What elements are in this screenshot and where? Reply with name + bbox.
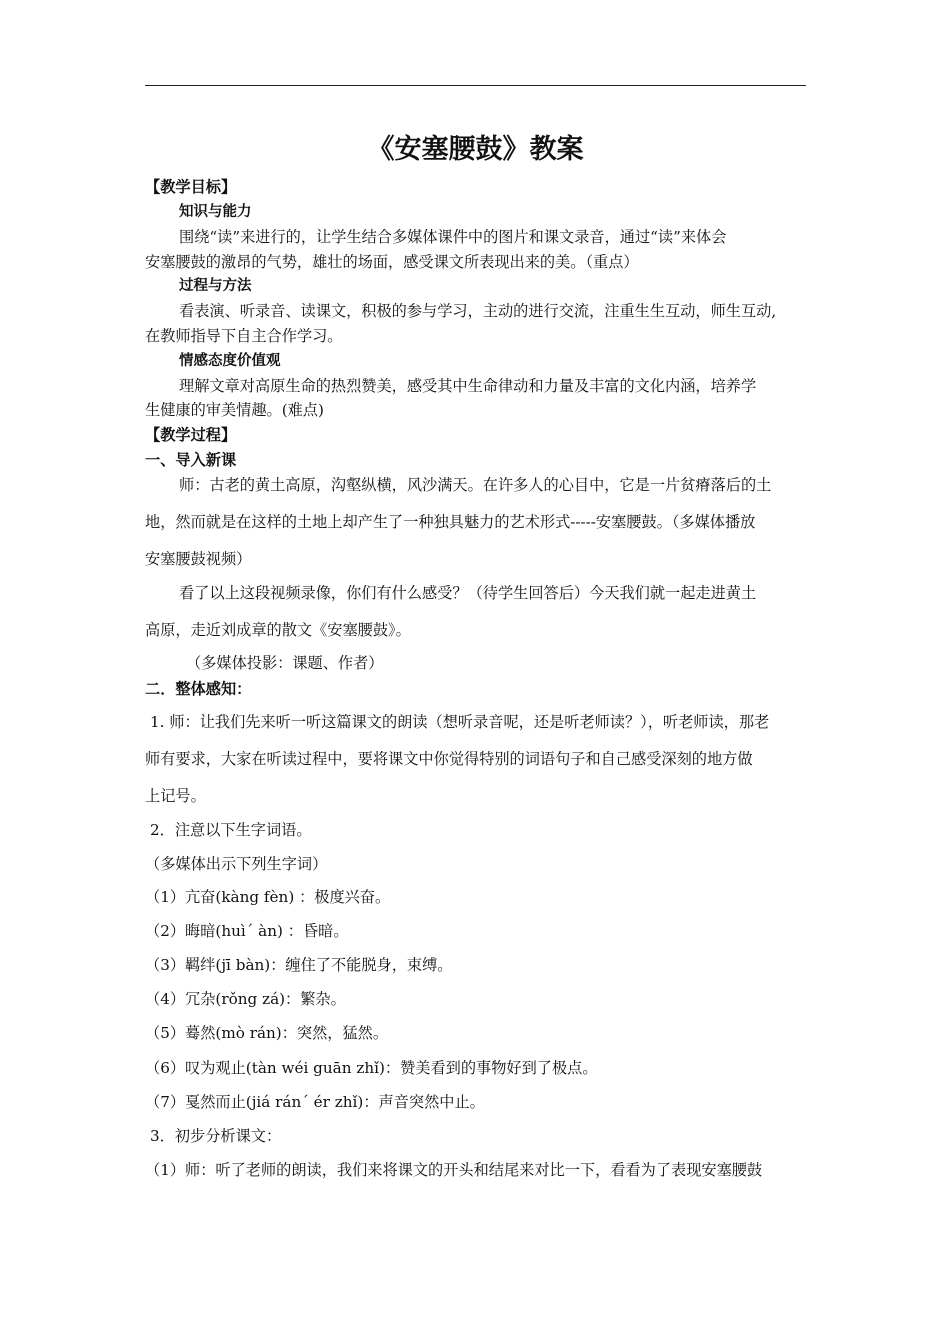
section-heading-intro: 一、导入新课 — [145, 451, 237, 469]
paragraph-line: 1. 师：让我们先来听一听这篇课文的朗读（想听录音呢，还是听老师读？），听老师读，那老 — [150, 713, 770, 731]
header-rule — [145, 85, 806, 86]
paragraph-line: 高原，走近刘成章的散文《安塞腰鼓》。 — [145, 621, 411, 639]
section-heading-process: 【教学过程】 — [145, 426, 237, 444]
vocab-item: （5）蓦然(mò rán)：突然，猛然。 — [145, 1024, 389, 1042]
paragraph-line: 师有要求，大家在听读过程中，要将课文中你觉得特别的词语句子和自己感受深刻的地方做 — [145, 750, 753, 768]
paragraph-line: 地，然而就是在这样的土地上却产生了一种独具魅力的艺术形式-----安塞腰鼓。（多媒体播放 — [145, 513, 756, 531]
paragraph-line: 理解文章对高原生命的热烈赞美，感受其中生命律动和力量及丰富的文化内涵，培养学 — [179, 377, 757, 395]
vocab-item: （2）晦暗(huìˊ àn) ：昏暗。 — [145, 922, 349, 940]
vocab-item: （7）戛然而止(jiá ránˊ ér zhǐ)：声音突然中止。 — [145, 1093, 485, 1111]
paragraph-line: （多媒体投影：课题、作者） — [186, 654, 384, 672]
page-title: 《安塞腰鼓》教案 — [367, 134, 584, 165]
paragraph-line: 上记号。 — [145, 787, 206, 805]
paragraph-line: 在教师指导下自主合作学习。 — [145, 327, 343, 345]
section-heading-perception: 二．整体感知： — [145, 680, 252, 698]
paragraph-line: 师：古老的黄土高原，沟壑纵横，风沙满天。在许多人的心目中，它是一片贫瘠落后的土 — [179, 476, 772, 494]
vocab-item: （4）冗杂(rǒng zá)：繁杂。 — [145, 990, 346, 1008]
paragraph-line: （多媒体出示下列生字词） — [145, 855, 328, 873]
vocab-item: （3）羁绊(jī bàn)：缠住了不能脱身，束缚。 — [145, 956, 453, 974]
paragraph-line: 安塞腰鼓视频） — [145, 550, 252, 568]
subheading-emotion: 情感态度价值观 — [179, 353, 281, 369]
paragraph-line: 安塞腰鼓的激昂的气势，雄壮的场面，感受课文所表现出来的美。（重点） — [145, 253, 639, 271]
subheading-process: 过程与方法 — [179, 278, 252, 294]
paragraph-line: 生健康的审美情趣。(难点) — [145, 401, 324, 419]
paragraph-line: 看表演、听录音、读课文，积极的参与学习，主动的进行交流，注重生生互动，师生互动, — [179, 302, 777, 320]
paragraph-line: 2．注意以下生字词语。 — [150, 821, 312, 839]
paragraph-line: （1）师：听了老师的朗读，我们来将课文的开头和结尾来对比一下，看看为了表现安塞腰鼓 — [145, 1161, 763, 1179]
subheading-knowledge: 知识与能力 — [179, 204, 252, 220]
section-heading-goals: 【教学目标】 — [145, 178, 237, 196]
vocab-item: （6）叹为观止(tàn wéi guān zhǐ)：赞美看到的事物好到了极点。 — [145, 1059, 598, 1077]
paragraph-line: 围绕“读”来进行的，让学生结合多媒体课件中的图片和课文录音，通过“读”来体会 — [179, 228, 727, 246]
paragraph-line: 看了以上这段视频录像，你们有什么感受？（待学生回答后）今天我们就一起走进黄土 — [179, 584, 757, 602]
paragraph-line: 3．初步分析课文： — [150, 1127, 282, 1145]
vocab-item: （1）亢奋(kàng fèn) ：极度兴奋。 — [145, 888, 391, 906]
